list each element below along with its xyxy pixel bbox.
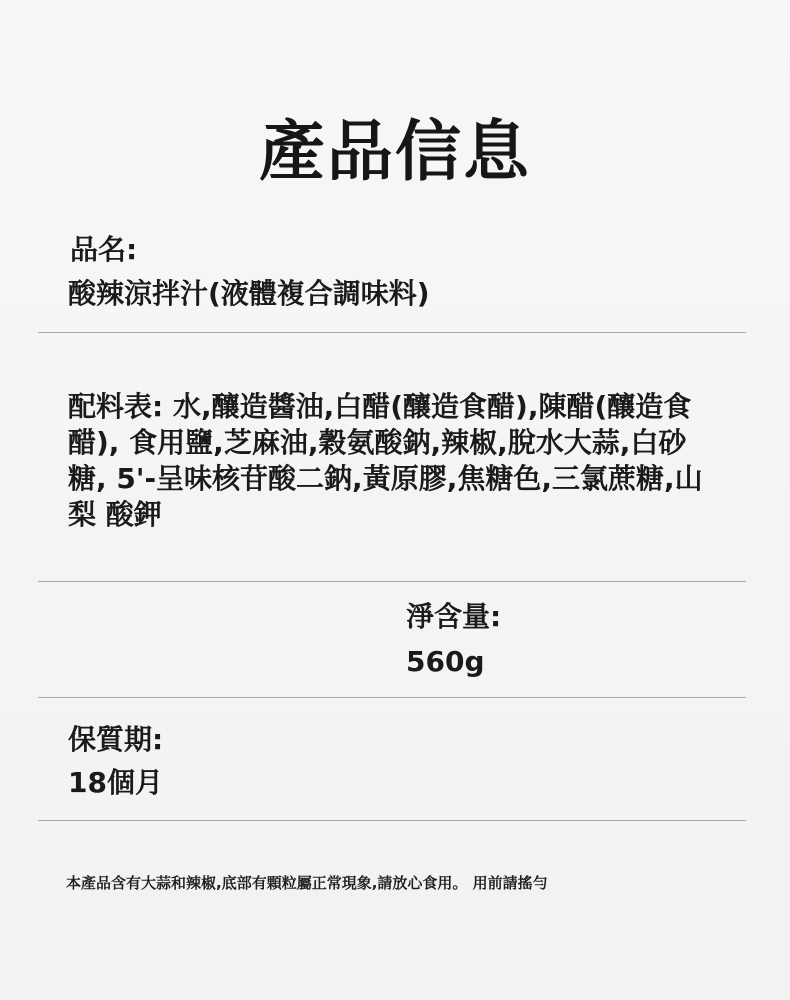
divider [38,697,746,698]
divider [38,820,746,821]
net-content-value: 560g [406,645,485,678]
product-name-label: 品名: [70,233,138,266]
usage-note: 本產品含有大蒜和辣椒,底部有顆粒屬正常現象,請放心食用。 用前請搖勻 [66,874,548,892]
ingredients-label: 配料表: [68,390,164,423]
shelf-life-value: 18個月 [68,766,163,799]
ingredients-block [68,389,708,533]
shelf-life-label: 保質期: [68,723,164,756]
page-title: 產品信息 [259,113,531,190]
net-content-label: 淨含量: [406,600,502,633]
divider [38,332,746,333]
ingredients-value: 水,釀造醬油,白醋(釀造食醋),陳醋(釀造食醋), 食用鹽,芝麻油,穀氨酸鈉,辣椒,脫水大蒜,白砂糖, 5'-呈味核苷酸二鈉,黃原膠,焦糖色,三氯蔗糖,山梨 酸鉀 [68,390,703,531]
product-name-value: 酸辣涼拌汁(液體複合調味料) [68,277,430,310]
divider [38,581,746,582]
